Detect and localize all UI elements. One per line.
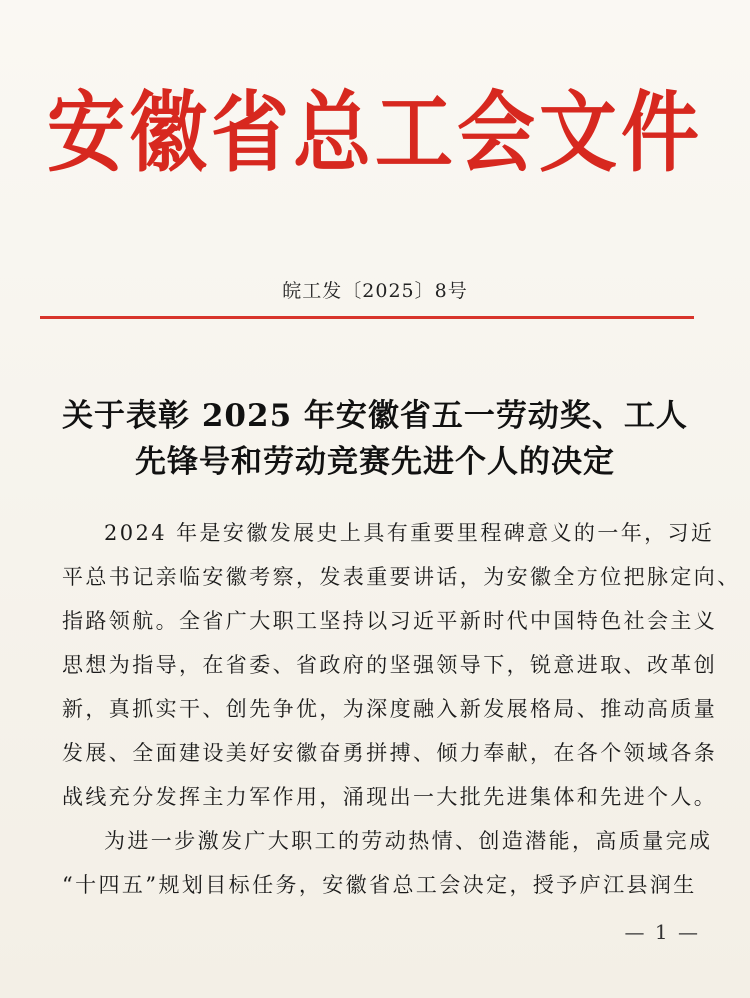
masthead-title: 安徽省总工会文件 bbox=[46, 83, 703, 185]
body-line: 为进一步激发广大职工的劳动热情、创造潜能，高质量完成 bbox=[104, 829, 713, 853]
document-title-line-1: 关于表彰 2025 年安徽省五一劳动奖、工人 bbox=[62, 398, 688, 434]
body-line: 发展、全面建设美好安徽奋勇拼搏、倾力奉献，在各个领域各条 bbox=[62, 741, 718, 765]
page-number: — 1 — bbox=[624, 920, 700, 944]
body-line: 平总书记亲临安徽考察，发表重要讲话，为安徽全方位把脉定向、 bbox=[62, 565, 741, 589]
document-number: 皖工发〔2025〕8号 bbox=[282, 280, 468, 302]
body-line: 新，真抓实干、创先争优，为深度融入新发展格局、推动高质量 bbox=[62, 697, 718, 721]
body-line: 2024 年是安徽发展史上具有重要里程碑意义的一年，习近 bbox=[104, 521, 715, 545]
body-line: 思想为指导，在省委、省政府的坚强领导下，锐意进取、改革创 bbox=[62, 653, 718, 677]
document-title-line-2: 先锋号和劳动竞赛先进个人的决定 bbox=[135, 444, 615, 480]
body-line: 战线充分发挥主力军作用，涌现出一大批先进集体和先进个人。 bbox=[62, 785, 718, 809]
body-line: “十四五”规划目标任务，安徽省总工会决定，授予庐江县润生 bbox=[62, 873, 697, 897]
body-line: 指路领航。全省广大职工坚持以习近平新时代中国特色社会主义 bbox=[62, 609, 718, 633]
red-divider bbox=[40, 316, 694, 319]
